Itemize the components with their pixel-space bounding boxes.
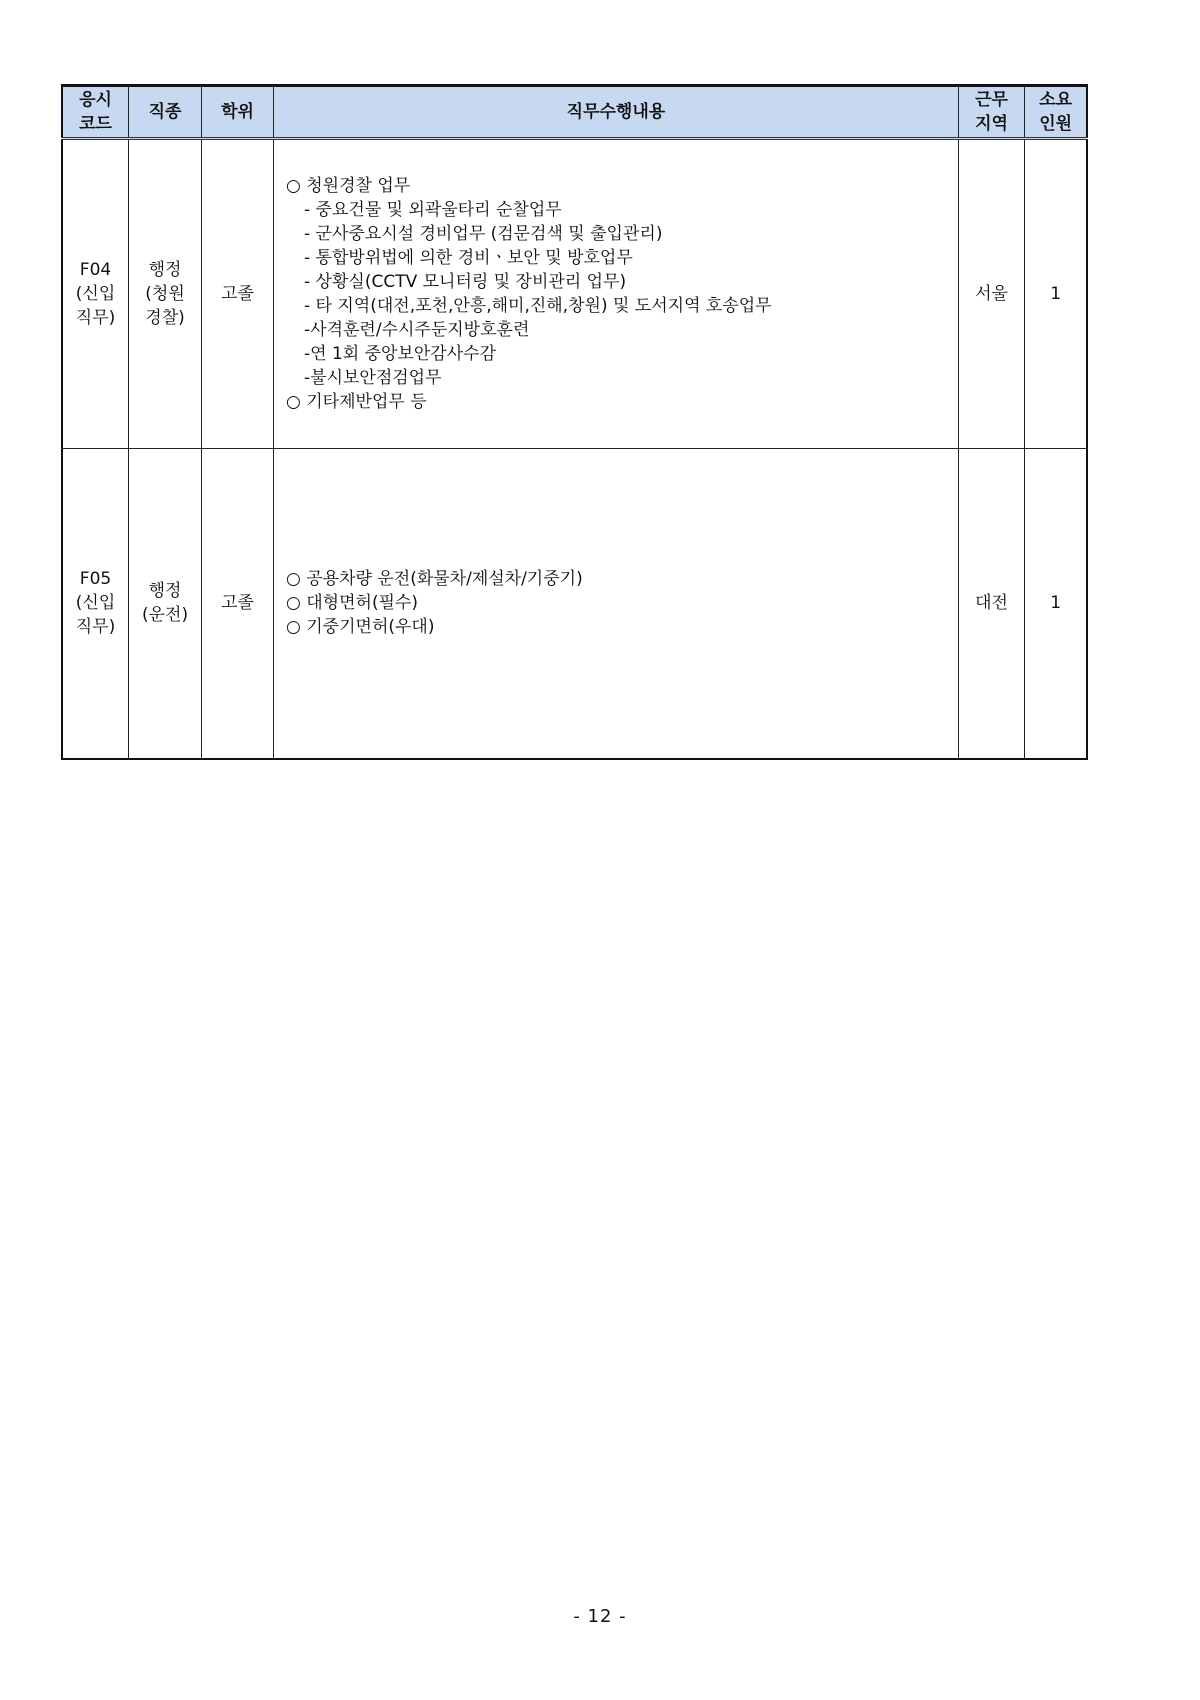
cell-headcount: 1 [1025, 139, 1087, 449]
cell-job-type: 행정 (운전) [129, 449, 202, 759]
duty-line: ○ 기중기면허(우대) [286, 617, 435, 638]
job-duties-table [61, 84, 1088, 760]
cell-work-location: 대전 [958, 449, 1025, 759]
header-job-type: 직종 [129, 86, 202, 139]
cell-headcount: 1 [1025, 449, 1087, 759]
duty-line: - 타 지역(대전,포천,안흥,해미,진해,창원) 및 도서지역 호송업무 [304, 296, 772, 316]
duty-line: - 통합방위법에 의한 경비ㆍ보안 및 방호업무 [304, 248, 633, 268]
duty-line: ○ 기타제반업무 등 [286, 392, 427, 412]
duty-line: ○ 공용차량 운전(화물차/제설차/기중기) [286, 569, 583, 590]
cell-education: 고졸 [202, 449, 274, 759]
duty-line: - 중요건물 및 외곽울타리 순찰업무 [304, 200, 562, 220]
cell-exam-code: F05 (신입 직무) [62, 449, 129, 759]
cell-exam-code: F04 (신입 직무) [62, 139, 129, 449]
table-header-row [62, 86, 1087, 139]
duty-line: ○ 청원경찰 업무 [286, 176, 411, 196]
duty-line: ○ 대형면허(필수) [286, 593, 419, 614]
duty-line: -연 1회 중앙보안감사수감 [304, 344, 496, 364]
cell-work-location: 서울 [958, 139, 1025, 449]
duty-line: - 상황실(CCTV 모니터링 및 장비관리 업무) [304, 272, 627, 292]
table-row [62, 139, 1087, 449]
cell-job-type: 행정 (청원 경찰) [129, 139, 202, 449]
duty-line: -불시보안점검업무 [304, 368, 442, 388]
header-headcount: 소요 인원 [1025, 86, 1087, 139]
header-work-location: 근무 지역 [958, 86, 1025, 139]
cell-duties [274, 139, 959, 449]
cell-education: 고졸 [202, 139, 274, 449]
table-row [62, 449, 1087, 759]
duty-line: - 군사중요시설 경비업무 (검문검색 및 출입관리) [304, 224, 663, 244]
page-number: - 12 - [573, 1606, 627, 1627]
duty-line: -사격훈련/수시주둔지방호훈련 [304, 320, 530, 340]
header-exam-code: 응시 코드 [62, 86, 129, 139]
cell-duties [274, 449, 959, 759]
header-education: 학위 [202, 86, 274, 139]
header-duties: 직무수행내용 [274, 86, 959, 139]
